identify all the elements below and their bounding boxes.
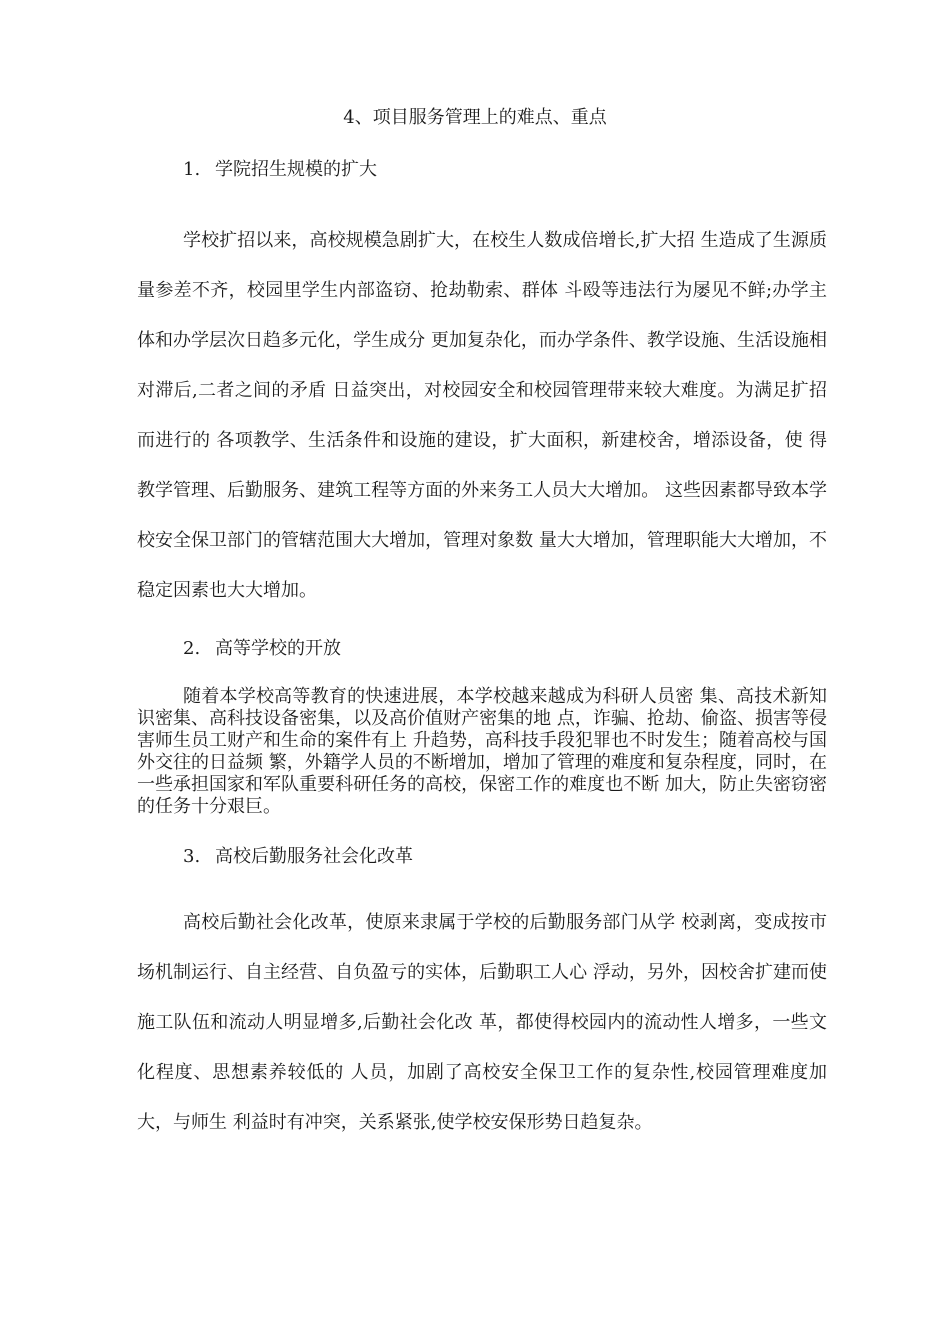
section-paragraph-2: 随着本学校高等教育的快速进展，本学校越来越成为科研人员密 集、高技术新知识密集、高科技设备密集，以及高价值财产密集的地 点，诈骗、抢劫、偷盗、损害等侵害师生员工财产和生命的案件有上 升趋势，高科技手段犯罪也不时发生；随着高校与国外交往的日益频 繁，外籍学人员的不断增加，增加了管理的难度和复杂程度，同时，在 一些承担国家和军队重要科研任务的高校，保密工作的难度也不断 加大，防止失密窃密的任务十分艰巨。 [137, 686, 827, 817]
section-paragraph-3: 高校后勤社会化改革，使原来隶属于学校的后勤服务部门从学 校剥离，变成按市场机制运行、自主经营、自负盈亏的实体，后勤职工人心 浮动，另外，因校舍扩建而使施工队伍和流动人明显增多,后勤社会化改 革，都使得校园内的流动性人增多，一些文化程度、思想素养较低的 人员，加剧了高校安全保卫工作的复杂性,校园管理难度加大，与师生 利益时有冲突，关系紧张,使学校安保形势日趋复杂。 [137, 912, 827, 1133]
document-title: 4、项目服务管理上的难点、重点 [343, 107, 607, 128]
section-title: 高校后勤服务社会化改革 [215, 846, 413, 867]
section-heading-1 [183, 156, 377, 184]
section-number: 3. [183, 846, 201, 867]
section-paragraph-1: 学校扩招以来，高校规模急剧扩大，在校生人数成倍增长,扩大招 生造成了生源质量参差不齐，校园里学生内部盗窃、抢劫勒索、群体 斗殴等违法行为屡见不鲜;办学主体和办学层次日趋多元化，学生成分 更加复杂化，而办学条件、教学设施、生活设施相对滞后,二者之间的矛盾 日益突出，对校园安全和校园管理带来较大难度。为满足扩招而进行的 各项教学、生活条件和设施的建设，扩大面积，新建校舍，增添设备，使 得教学管理、后勤服务、建筑工程等方面的外来务工人员大大增加。 这些因素都导致本学校安全保卫部门的管辖范围大大增加，管理对象数 量大大增加，管理职能大大增加，不稳定因素也大大增加。 [137, 230, 827, 601]
section-title: 高等学校的开放 [215, 638, 341, 659]
section-number: 2. [183, 638, 201, 659]
section-title: 学院招生规模的扩大 [215, 159, 377, 180]
section-heading-3 [183, 843, 413, 871]
section-heading-2 [183, 635, 341, 663]
section-number: 1. [183, 159, 201, 180]
